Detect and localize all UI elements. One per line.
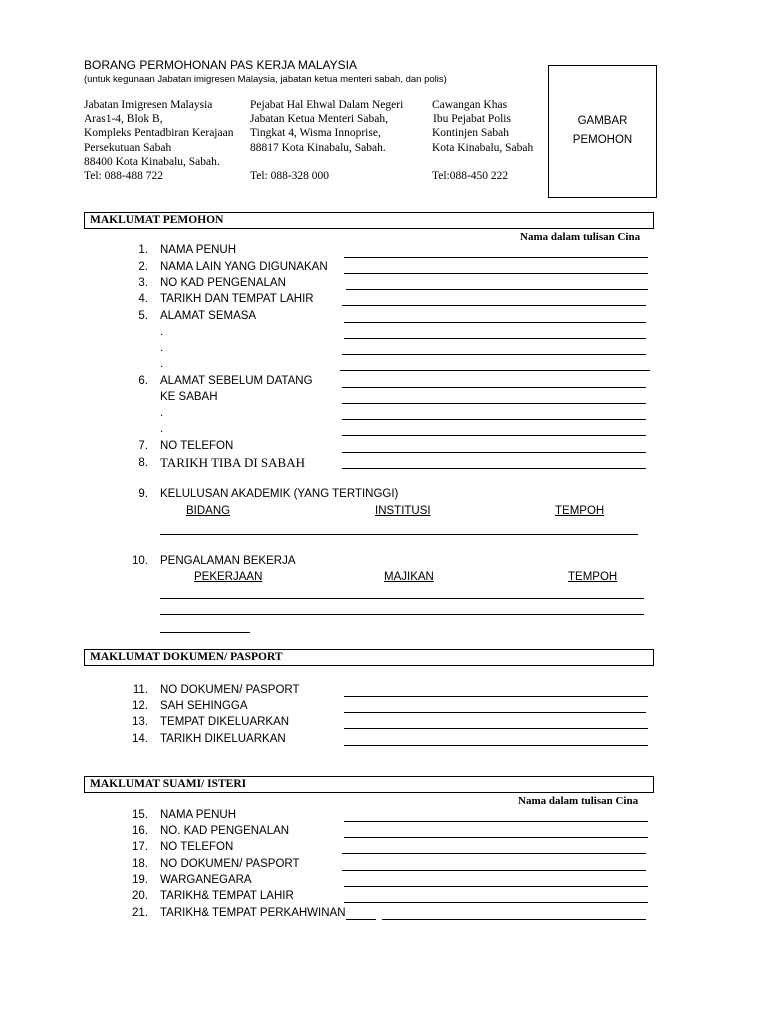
continuation-dot: . (160, 326, 164, 338)
continuation-dot: . (160, 423, 164, 435)
birth-date-place-input-line[interactable] (342, 305, 646, 306)
place-issued-input-line[interactable] (344, 728, 648, 729)
field-label-spouse-ic: NO. KAD PENGENALAN (160, 825, 290, 837)
office-tel: Tel: 088-328 000 (250, 170, 330, 183)
field-label-place-issued: TEMPAT DIKELUARKAN (160, 716, 290, 728)
photo-label-line: GAMBAR (577, 115, 628, 127)
item-number: 20. (132, 890, 148, 902)
office-line: Ibu Pejabat Polis (433, 113, 511, 126)
spouse-name-input-line[interactable] (344, 821, 648, 822)
field-label-previous-address: ALAMAT SEBELUM DATANG (160, 375, 313, 387)
spouse-ic-input-line[interactable] (344, 837, 648, 838)
item-number: 15. (132, 809, 148, 821)
previous-address-input-line[interactable] (342, 403, 646, 404)
field-label-date-issued: TARIKH DIKELUARKAN (160, 733, 286, 745)
office-line: Aras1-4, Blok B, (84, 113, 163, 126)
office-line: Kompleks Pentadbiran Kerajaan (84, 127, 234, 140)
work-experience-input-line[interactable] (160, 598, 644, 599)
section-title: MAKLUMAT DOKUMEN/ PASPORT (90, 651, 283, 663)
photo-label-line: PEMOHON (572, 134, 633, 146)
column-field-of-study: BIDANG (186, 505, 231, 517)
field-label-previous-address-cont: KE SABAH (160, 391, 218, 403)
other-name-input-line[interactable] (344, 273, 648, 274)
chinese-name-note: Nama dalam tulisan Cina (518, 795, 639, 807)
office-line: Kota Kinabalu, Sabah (432, 141, 534, 154)
field-label-spouse-nationality: WARGANEGARA (160, 874, 252, 886)
field-label-spouse-birth: TARIKH& TEMPAT LAHIR (160, 890, 294, 902)
office-line: Jabatan Imigresen Malaysia (84, 99, 213, 111)
field-label-valid-until: SAH SEHINGGA (160, 700, 248, 712)
item-number: 18. (132, 858, 148, 870)
office-immigration (84, 98, 233, 183)
field-label-spouse-passport: NO DOKUMEN/ PASPORT (160, 858, 300, 870)
phone-input-line[interactable] (342, 452, 646, 453)
passport-number-input-line[interactable] (344, 696, 648, 697)
field-label-spouse-phone: NO TELEFON (160, 841, 234, 853)
item-number: 8. (138, 457, 148, 469)
section-applicant-header (84, 212, 654, 229)
item-number: 13. (132, 716, 148, 728)
spouse-phone-input-line[interactable] (342, 853, 646, 854)
office-line: Kontinjen Sabah (432, 127, 509, 140)
column-duration: TEMPOH (568, 571, 618, 583)
field-label-spouse-name: NAMA PENUH (160, 809, 237, 821)
section-title: MAKLUMAT SUAMI/ ISTERI (90, 778, 247, 790)
field-label-ic-number: NO KAD PENGENALAN (160, 277, 286, 289)
column-occupation: PEKERJAAN (194, 571, 263, 583)
office-line: 88400 Kota Kinabalu, Sabah. (84, 155, 220, 168)
office-line: Tingkat 4, Wisma Innoprise, (250, 127, 381, 140)
current-address-input-line[interactable] (340, 370, 650, 371)
column-employer: MAJIKAN (384, 571, 434, 583)
item-number: 4. (138, 293, 148, 305)
current-address-input-line[interactable] (342, 354, 646, 355)
chinese-name-note: Nama dalam tulisan Cina (520, 231, 641, 243)
item-number: 17. (132, 841, 148, 853)
continuation-dot: . (160, 407, 164, 419)
item-number: 6. (138, 375, 148, 387)
marriage-date-input-line[interactable] (346, 919, 376, 920)
continuation-dot: . (160, 342, 164, 354)
full-name-input-line[interactable] (344, 257, 648, 258)
ic-number-input-line[interactable] (346, 289, 648, 290)
section-spouse-header (84, 776, 654, 793)
field-label-work-experience: PENGALAMAN BEKERJA (160, 555, 296, 567)
continuation-dot: . (160, 358, 164, 370)
spouse-nationality-input-line[interactable] (344, 886, 648, 887)
previous-address-input-line[interactable] (342, 435, 646, 436)
item-number: 9. (138, 488, 148, 500)
form-subtitle: (untuk kegunaan Jabatan imigresen Malaysia, jabatan ketua menteri sabah, dan polis) (84, 74, 447, 85)
column-duration: TEMPOH (555, 505, 605, 517)
previous-address-input-line[interactable] (342, 419, 646, 420)
office-line: 88817 Kota Kinabalu, Sabah. (250, 141, 386, 154)
work-experience-input-line[interactable] (160, 614, 644, 615)
field-label-education: KELULUSAN AKADEMIK (YANG TERTINGGI) (160, 488, 399, 500)
marriage-place-input-line[interactable] (382, 919, 646, 920)
current-address-input-line[interactable] (344, 322, 646, 323)
item-number: 14. (132, 733, 148, 745)
education-input-line[interactable] (160, 534, 638, 535)
field-label-marriage: TARIKH& TEMPAT PERKAHWINAN (160, 907, 346, 919)
previous-address-input-line[interactable] (342, 387, 646, 388)
item-number: 21. (132, 907, 148, 919)
office-line: Persekutuan Sabah (84, 141, 172, 154)
item-number: 10. (132, 555, 148, 567)
field-label-other-name: NAMA LAIN YANG DIGUNAKAN (160, 261, 328, 273)
work-experience-input-line[interactable] (160, 632, 250, 633)
office-chief-minister (250, 98, 403, 183)
item-number: 12. (132, 700, 148, 712)
field-label-passport-number: NO DOKUMEN/ PASPORT (160, 684, 300, 696)
office-police (432, 98, 533, 183)
spouse-birth-input-line[interactable] (344, 902, 648, 903)
section-document-header (84, 649, 654, 666)
item-number: 7. (138, 440, 148, 452)
office-spacer (250, 155, 403, 169)
office-line: Cawangan Khas (432, 99, 508, 111)
item-number: 11. (132, 684, 148, 696)
office-tel: Tel: 088-488 722 (84, 170, 164, 183)
item-number: 19. (132, 874, 148, 886)
item-number: 1. (138, 244, 148, 256)
office-line: Pejabat Hal Ehwal Dalam Negeri (250, 99, 404, 111)
office-tel: Tel:088-450 222 (432, 170, 509, 183)
photo-box-label (549, 112, 656, 150)
form-title: BORANG PERMOHONAN PAS KERJA MALAYSIA (84, 58, 357, 72)
column-institution: INSTITUSI (375, 505, 431, 517)
item-number: 2. (138, 261, 148, 273)
item-number: 5. (138, 310, 148, 322)
office-spacer (432, 155, 533, 169)
current-address-input-line[interactable] (344, 338, 646, 339)
arrival-date-input-line[interactable] (342, 468, 646, 469)
section-title: MAKLUMAT PEMOHON (90, 214, 224, 226)
field-label-full-name: NAMA PENUH (160, 244, 237, 256)
spouse-passport-input-line[interactable] (342, 870, 646, 871)
office-line: Jabatan Ketua Menteri Sabah, (250, 113, 388, 126)
field-label-arrival-date: TARIKH TIBA DI SABAH (160, 455, 305, 470)
field-label-phone: NO TELEFON (160, 440, 234, 452)
applicant-photo-box[interactable] (548, 65, 657, 198)
valid-until-input-line[interactable] (344, 712, 646, 713)
field-label-birth-date-place: TARIKH DAN TEMPAT LAHIR (160, 293, 314, 305)
field-label-current-address: ALAMAT SEMASA (160, 310, 257, 322)
item-number: 16. (132, 825, 148, 837)
date-issued-input-line[interactable] (344, 745, 648, 746)
item-number: 3. (138, 277, 148, 289)
